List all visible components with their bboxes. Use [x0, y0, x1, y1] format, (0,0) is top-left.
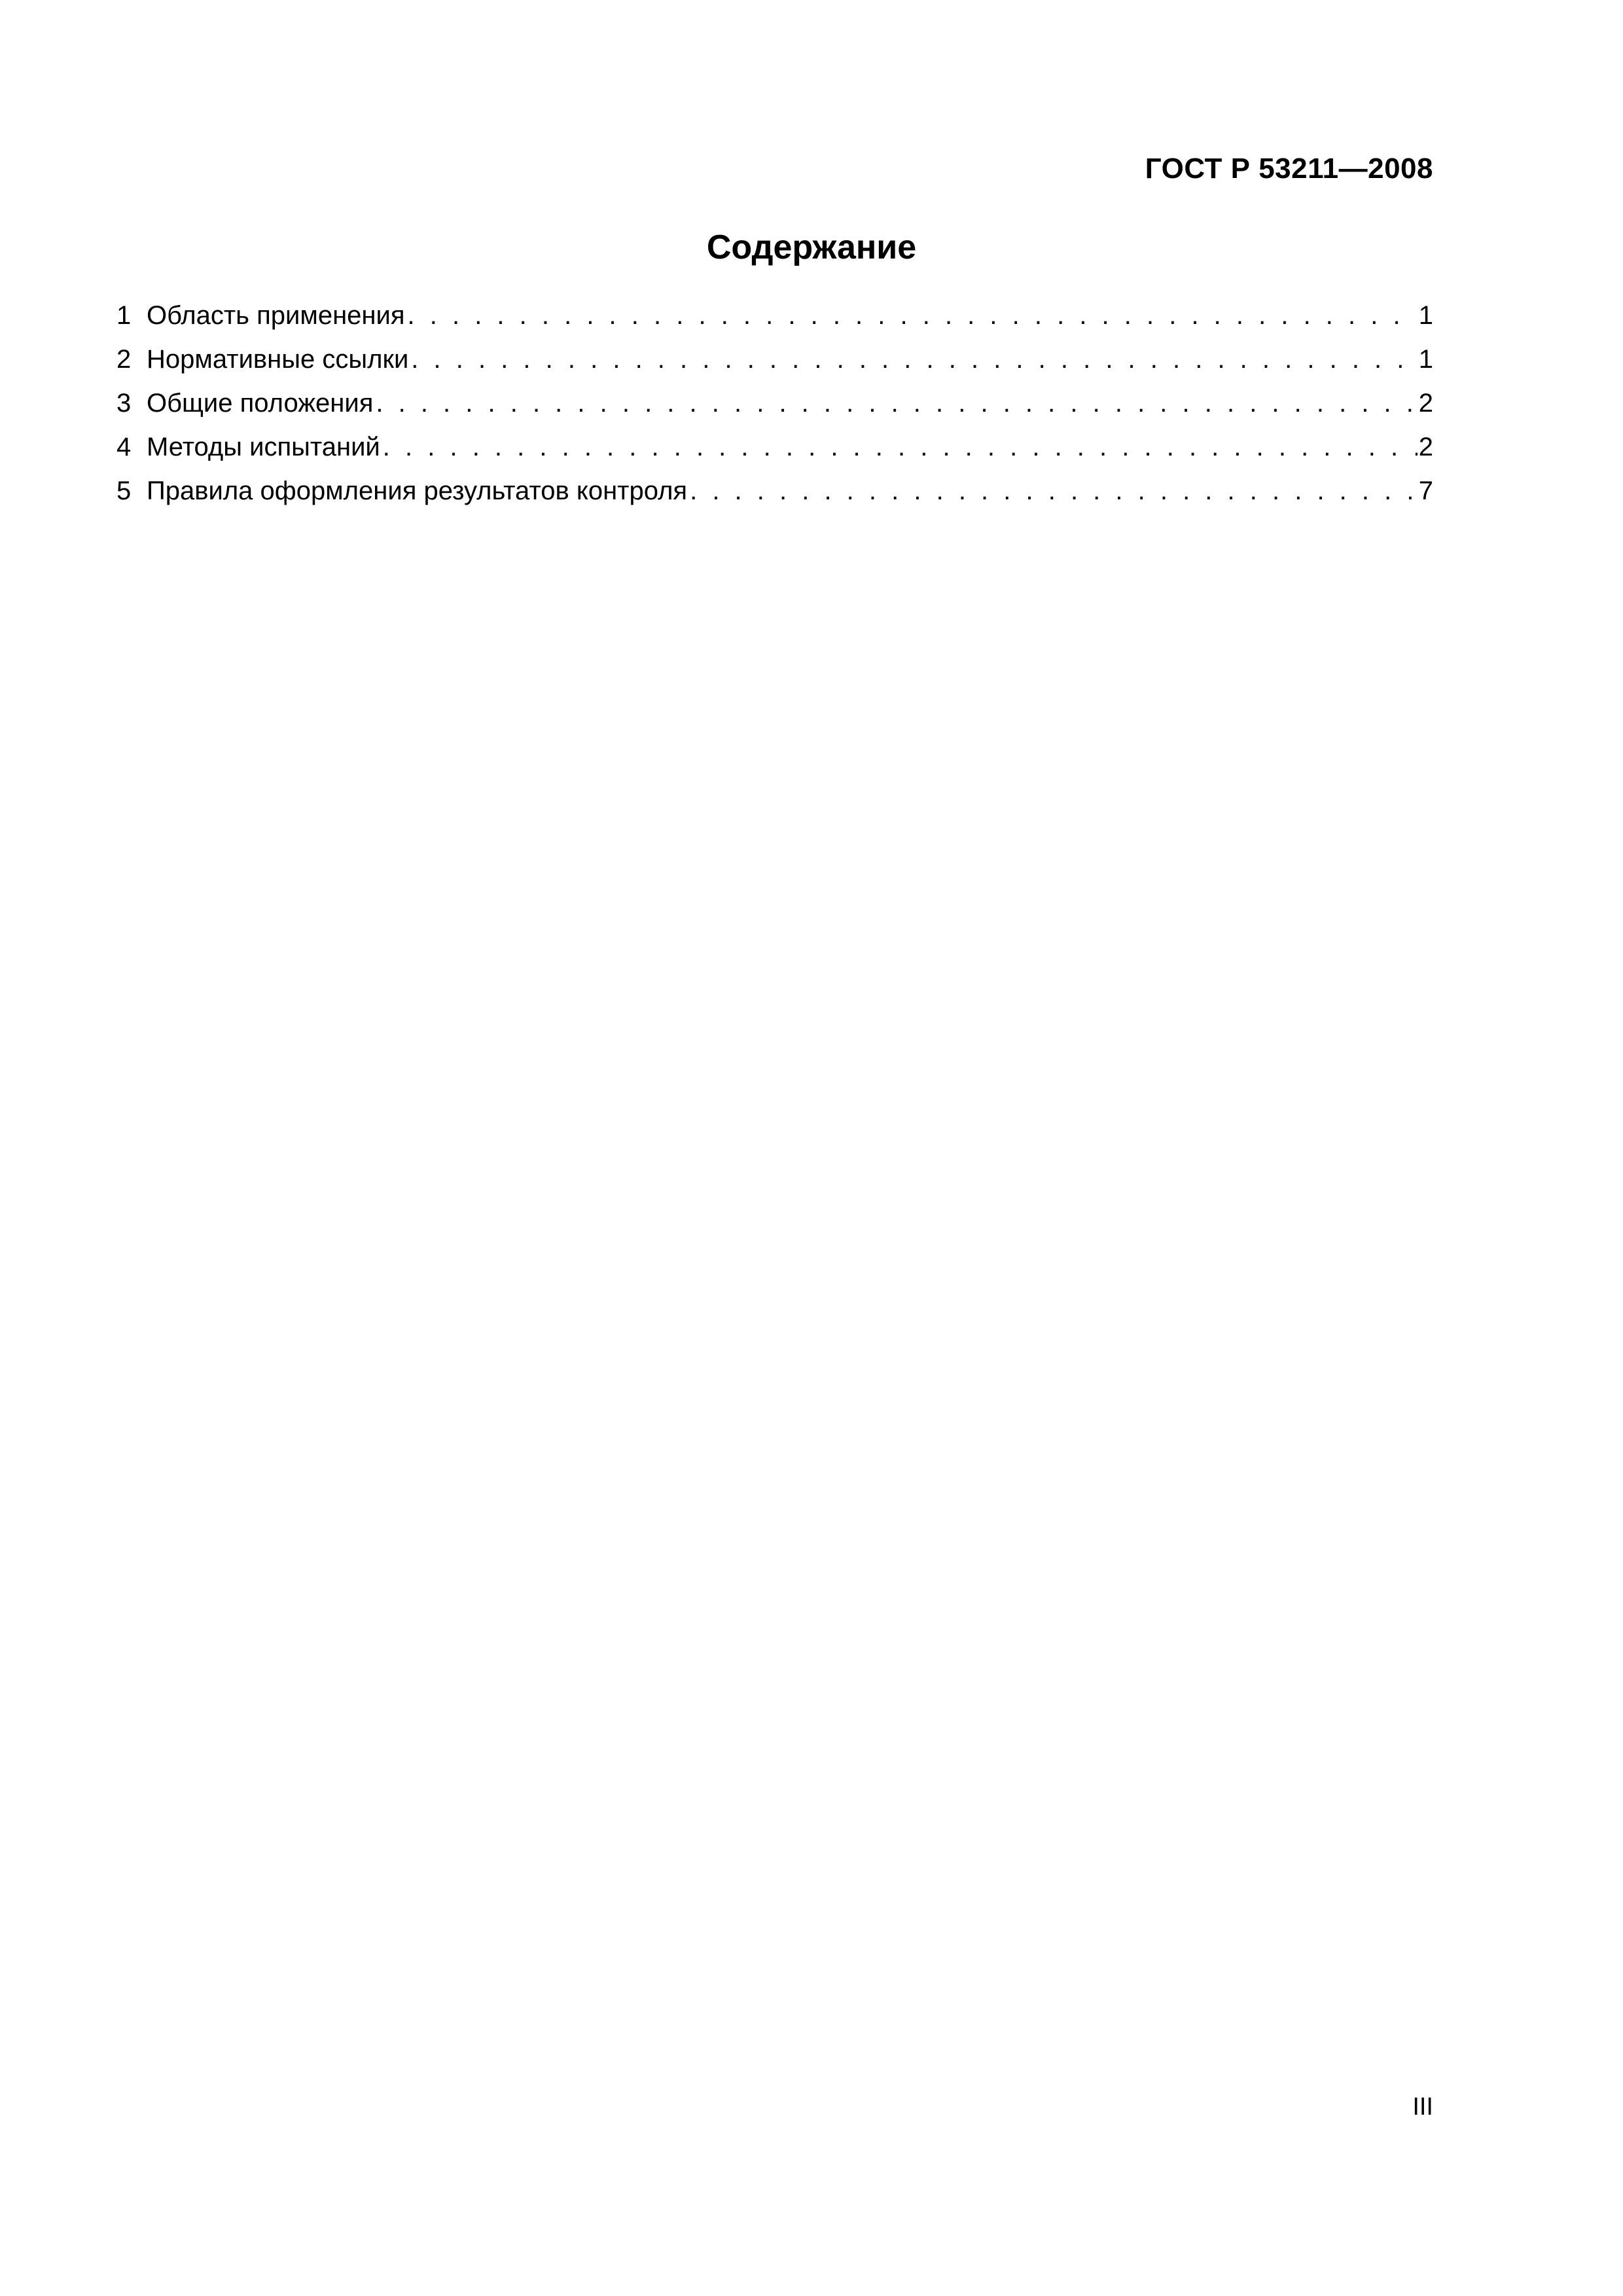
toc-entry[interactable]: [116, 434, 1433, 478]
toc-leader-dots: [380, 434, 1418, 460]
toc-entry-title: Общие положения: [147, 389, 374, 418]
toc-entry-page: 2: [1418, 389, 1433, 418]
toc-entry-page: 2: [1418, 433, 1433, 461]
toc-entry-number: 4: [116, 433, 132, 461]
toc-entry-page: 1: [1418, 301, 1433, 330]
toc-entry-page: 7: [1418, 476, 1433, 505]
toc-entry-number: 1: [116, 301, 132, 330]
toc-entry-title: Методы испытаний: [147, 433, 380, 461]
toc-entry-number: 5: [116, 476, 132, 505]
toc-entry[interactable]: [116, 302, 1433, 346]
document-code: ГОСТ Р 53211—2008: [1145, 152, 1433, 185]
toc-leader-dots: [373, 390, 1418, 416]
toc-entry[interactable]: [116, 478, 1433, 522]
toc-title: Содержание: [706, 228, 917, 266]
table-of-contents: [116, 302, 1433, 522]
toc-leader-dots: [687, 478, 1418, 504]
toc-entry-title: Нормативные ссылки: [147, 345, 409, 374]
toc-entry-title: Область применения: [147, 301, 405, 330]
toc-entry-number: 2: [116, 345, 132, 374]
toc-entry-title: Правила оформления результатов контроля: [147, 476, 688, 505]
toc-entry-page: 1: [1418, 345, 1433, 374]
toc-leader-dots: [405, 302, 1418, 329]
toc-entry[interactable]: [116, 390, 1433, 434]
toc-entry-number: 3: [116, 389, 132, 418]
toc-entry[interactable]: [116, 346, 1433, 390]
toc-leader-dots: [408, 346, 1418, 372]
page-number: III: [1412, 2093, 1433, 2121]
